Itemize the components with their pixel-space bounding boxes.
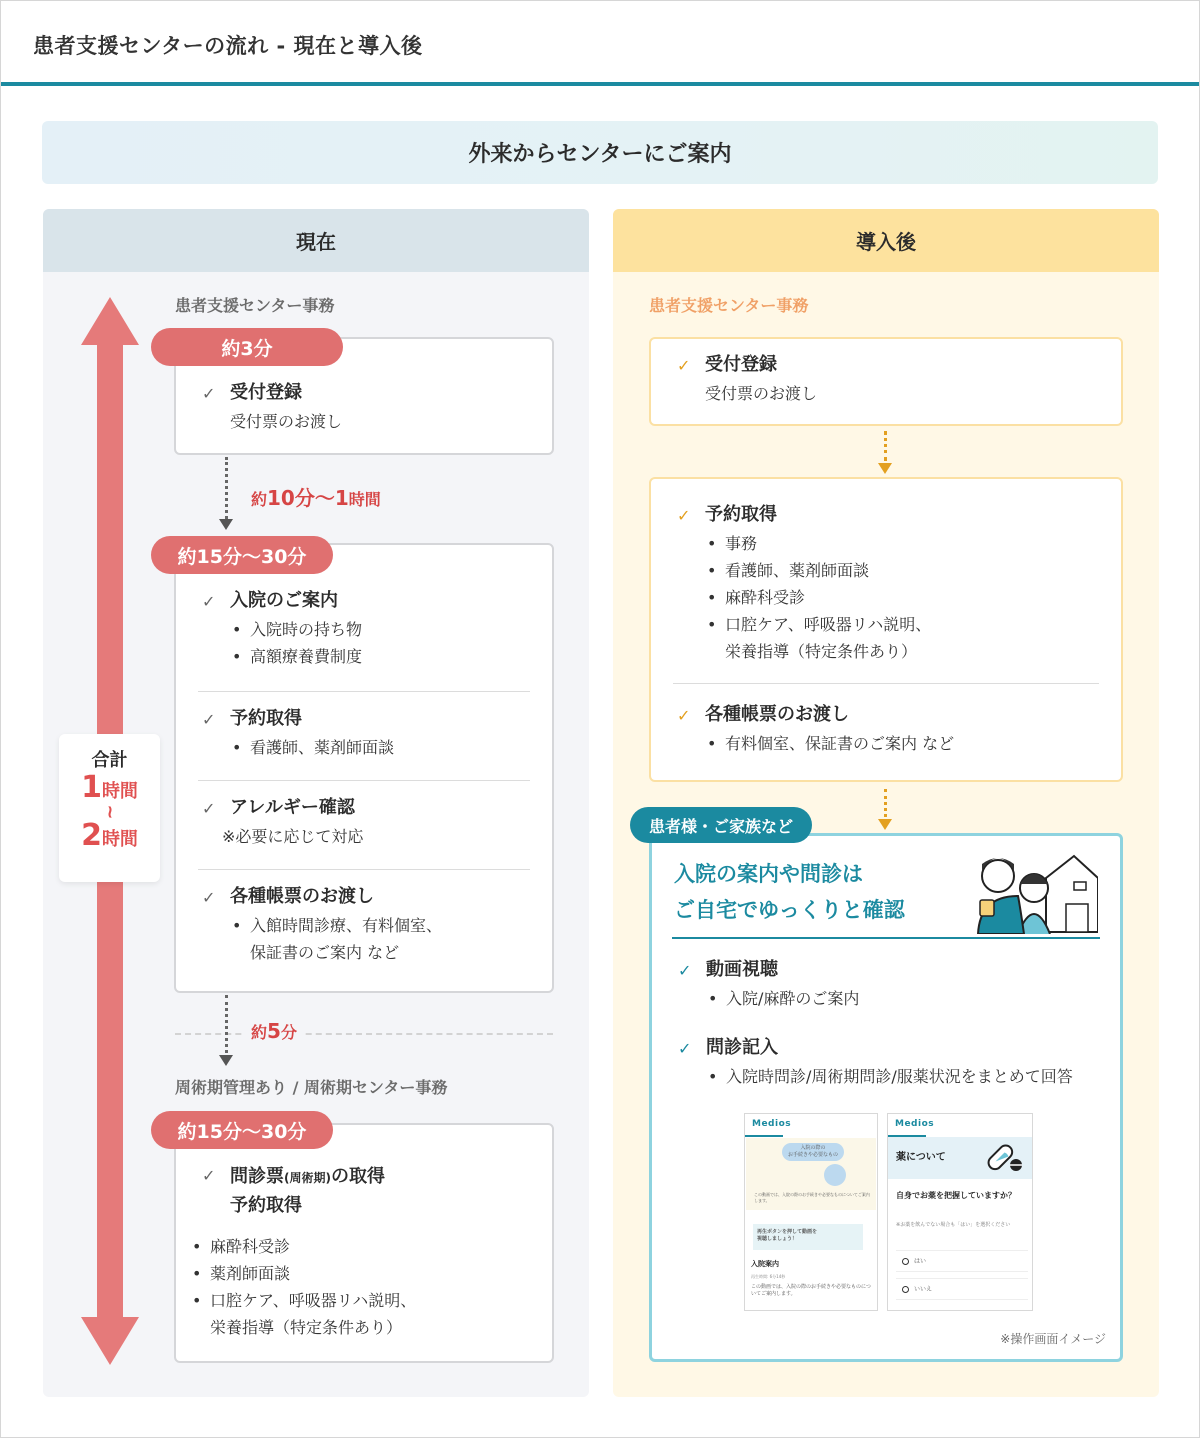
step-item	[202, 705, 532, 761]
step-item	[677, 701, 1101, 757]
step-item	[202, 1163, 532, 1221]
bullet-item: • 入館時間診療、有料個室、	[230, 912, 532, 939]
total-time-box	[59, 734, 160, 882]
bullet-item: • 入院/麻酔のご案内	[706, 985, 1100, 1012]
connector-line	[225, 995, 228, 1053]
duration-pill: 約3分	[151, 328, 343, 366]
step-perioperative-card	[174, 1123, 554, 1363]
bullet-item-continued: 栄養指導（特定条件あり）	[725, 641, 918, 661]
after-reception-card	[649, 337, 1123, 426]
total-to: 2時間	[81, 817, 138, 853]
connector-line	[225, 457, 228, 519]
duration-pill: 約15分〜30分	[151, 536, 333, 574]
bullet-item: • 看護師、薬剤師面談	[230, 734, 532, 761]
medios-logo: Medios	[895, 1119, 935, 1129]
check-icon: ✓	[202, 887, 216, 907]
bullet-item: • 看護師、薬剤師面談	[705, 557, 1101, 584]
bullet-item: • 高額療養費制度	[230, 643, 532, 670]
pill-capsule-icon	[984, 1141, 1024, 1175]
video-player[interactable]	[746, 1138, 876, 1210]
item-note: ※必要に応じて対応	[222, 826, 364, 846]
wait-time-1: 約10分〜1時間	[251, 486, 381, 510]
divider	[198, 691, 530, 692]
question-screen-mockup	[887, 1113, 1033, 1311]
bullet-item-continued: 栄養指導（特定条件あり）	[210, 1318, 403, 1337]
section-label-patient-support: 患者支援センター事務	[649, 296, 809, 315]
bullet-item: • 有料個室、保証書のご案内 など	[705, 730, 1101, 757]
option-no[interactable]	[896, 1278, 1028, 1300]
step-item	[678, 956, 1100, 1012]
option-yes[interactable]	[896, 1250, 1028, 1272]
section-label-perioperative: 周術期管理あり / 周術期センター事務	[175, 1078, 448, 1097]
item-title: 入院のご案内	[230, 590, 338, 611]
connector-line	[884, 431, 887, 461]
connector-arrow-icon	[878, 819, 892, 830]
step-item	[677, 501, 1101, 665]
boundary-dashed-line	[175, 1033, 553, 1035]
video-caption: この動画では、入院の際のお手続きや必要なものについてご案内します。	[754, 1192, 870, 1203]
check-icon: ✓	[677, 505, 691, 525]
bullet-item: • 麻酔科受診	[190, 1233, 416, 1260]
after-column	[613, 209, 1159, 1397]
check-icon: ✓	[202, 709, 216, 729]
option-label: いいえ	[914, 1286, 933, 1293]
video-bubble: 入院の際の お手続きや必要なもの	[782, 1143, 844, 1161]
intro-banner	[42, 121, 1158, 184]
item-title: 各種帳票のお渡し	[230, 886, 374, 907]
bullet-item: • 薬剤師面談	[190, 1260, 416, 1287]
item-title: 予約取得	[705, 504, 777, 525]
step-item	[202, 587, 532, 670]
total-label: 合計	[91, 750, 128, 771]
question-note: ※お薬を飲んでない場合も「はい」を選択ください	[896, 1222, 1011, 1228]
current-heading: 現在	[43, 209, 589, 272]
question-heading: 薬について	[896, 1152, 946, 1163]
check-icon: ✓	[202, 798, 216, 818]
divider	[673, 683, 1099, 684]
after-reservation-card	[649, 477, 1123, 782]
item-sub: 受付票のお渡し	[705, 383, 818, 403]
video-title: 入院案内	[751, 1260, 779, 1268]
bullet-item: • 麻酔科受診	[705, 584, 1101, 611]
play-prompt: 再生ボタンを押して動画を 視聴しましょう！	[753, 1224, 863, 1250]
radio-icon[interactable]	[902, 1286, 909, 1293]
step-item	[202, 794, 532, 850]
step-item	[677, 351, 1101, 407]
connector-arrow-icon	[219, 1055, 233, 1066]
item-title: 問診記入	[706, 1037, 778, 1058]
item-title: 問診票(周術期)の取得 予約取得	[230, 1166, 385, 1216]
step-item	[202, 883, 532, 966]
screen-image-caption: ※操作画面イメージ	[1000, 1332, 1106, 1346]
current-column	[43, 209, 589, 1397]
connector-arrow-icon	[878, 463, 892, 474]
divider	[198, 780, 530, 781]
item-title: 受付登録	[230, 382, 302, 403]
check-icon: ✓	[677, 705, 691, 725]
item-title: 動画視聴	[706, 959, 778, 980]
check-icon: ✓	[202, 591, 216, 611]
nurse-illustration-icon	[824, 1164, 846, 1186]
item-title: 予約取得	[230, 708, 302, 729]
after-heading: 導入後	[613, 209, 1159, 272]
check-icon: ✓	[677, 355, 691, 375]
option-label: はい	[914, 1258, 927, 1265]
page-title: 患者支援センターの流れ - 現在と導入後	[33, 34, 423, 58]
radio-icon[interactable]	[902, 1258, 909, 1265]
divider	[198, 869, 530, 870]
video-description: この動画では、入院の際のお手続きや必要なものについてご案内します。	[751, 1284, 871, 1297]
bullet-item-continued: 保証書のご案内 など	[250, 942, 400, 962]
connector-arrow-icon	[219, 519, 233, 530]
duration-pill: 約15分〜30分	[151, 1111, 333, 1149]
step-guidance-card	[174, 543, 554, 993]
question-header	[888, 1137, 1033, 1179]
item-sub: 受付票のお渡し	[230, 411, 343, 431]
patient-family-pill: 患者様・ご家族など	[630, 807, 812, 843]
question-text: 自身でお薬を把握していますか？	[896, 1191, 1016, 1200]
page-header	[1, 1, 1199, 86]
wait-time-2: 約5分	[243, 1019, 305, 1043]
check-icon: ✓	[678, 1038, 692, 1058]
video-screen-mockup	[744, 1113, 878, 1311]
bullet-item: • 事務	[705, 530, 1101, 557]
section-label-patient-support: 患者支援センター事務	[175, 296, 335, 315]
headline-rule	[672, 937, 1100, 939]
check-icon: ✓	[202, 1166, 216, 1185]
home-check-card	[649, 833, 1123, 1362]
check-icon: ✓	[202, 383, 216, 403]
family-home-illustration-icon	[974, 848, 1098, 934]
bullet-item: • 口腔ケア、呼吸器リハ説明、	[190, 1287, 416, 1314]
item-title: 各種帳票のお渡し	[705, 704, 849, 725]
banner-text: 外来からセンターにご案内	[468, 142, 732, 167]
medios-logo: Medios	[752, 1119, 792, 1129]
bullet-item: • 口腔ケア、呼吸器リハ説明、	[705, 611, 1101, 638]
home-check-headline: 入院の案内や問診は ご自宅でゆっくりと確認	[674, 862, 905, 922]
connector-line	[884, 789, 887, 817]
step-item	[678, 1034, 1100, 1090]
bullet-item: • 入院時問診/周術期問診/服薬状況をまとめて回答	[706, 1063, 1100, 1090]
bullet-item: • 入院時の持ち物	[230, 616, 532, 643]
step-item	[202, 379, 532, 435]
total-from: 1時間	[81, 770, 138, 805]
logo-underline	[745, 1135, 783, 1137]
item-title: 受付登録	[705, 354, 777, 375]
total-tilde: ~	[99, 804, 121, 820]
check-icon: ✓	[678, 960, 692, 980]
item-title: アレルギー確認	[230, 797, 355, 818]
video-duration: 再生時間: 6分14秒	[751, 1274, 786, 1279]
